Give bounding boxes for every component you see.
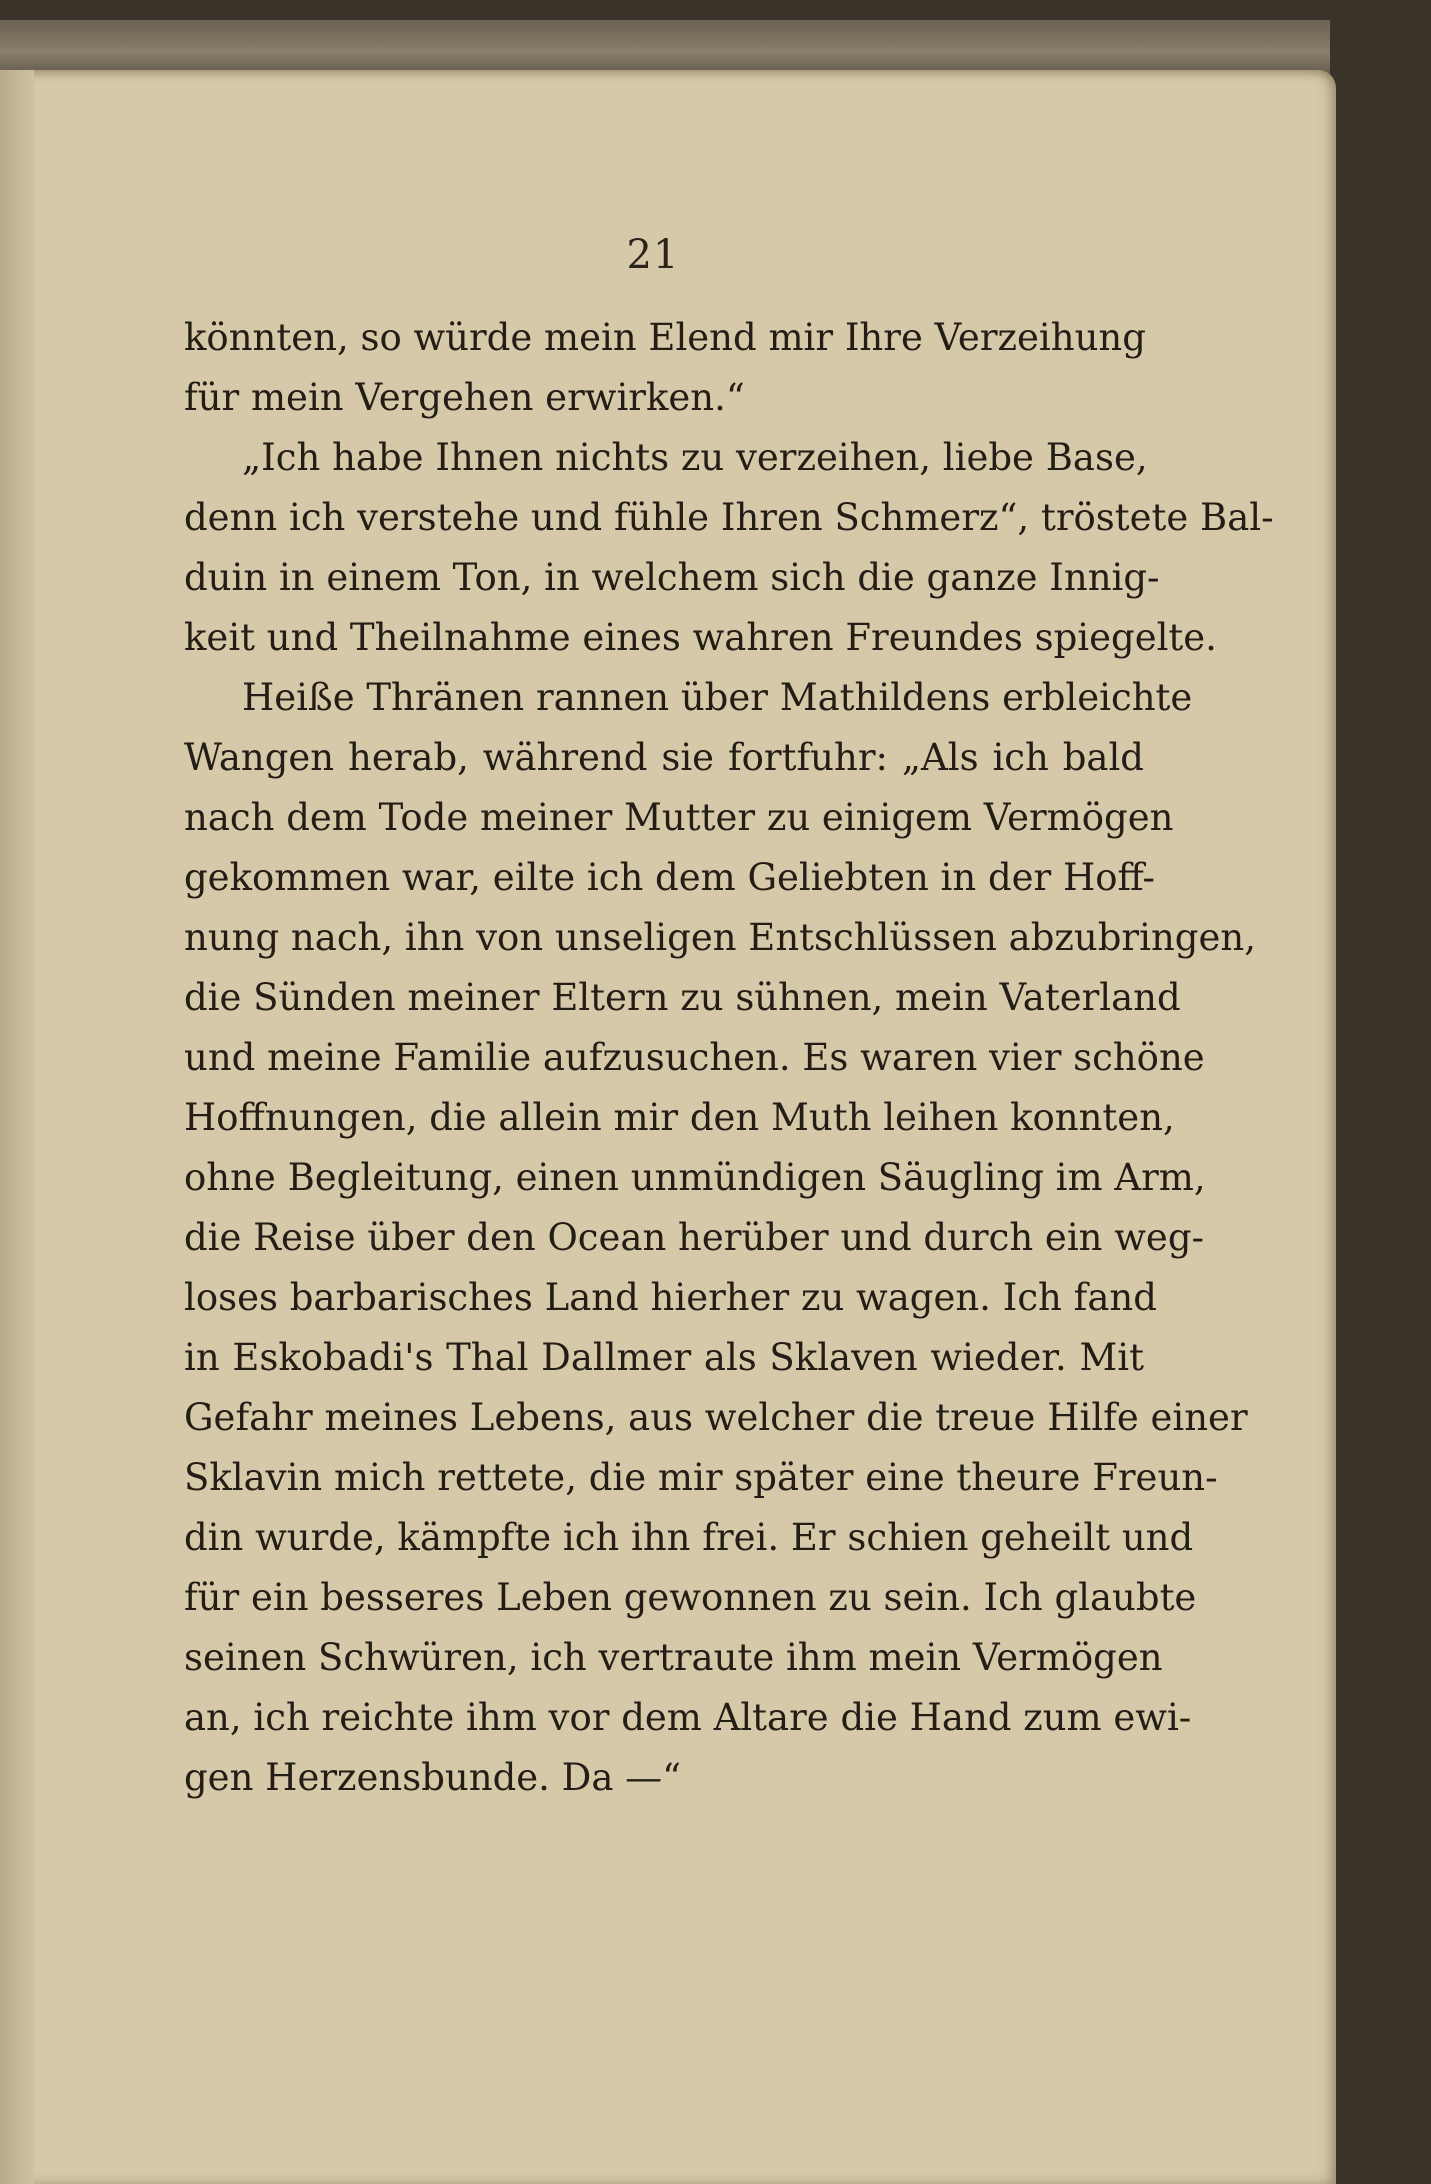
text-line: gen Herzensbunde. Da —“	[184, 1756, 682, 1799]
text-line: gekommen war, eilte ich dem Geliebten in der Hoff-	[184, 856, 1155, 899]
text-line: duin in einem Ton, in welchem sich die ganze Innig-	[184, 556, 1160, 599]
text-line: die Reise über den Ocean herüber und durch ein weg-	[184, 1216, 1205, 1259]
text-line: Wangen herab, während sie fortfuhr: „Als ich bald	[184, 736, 1144, 779]
page-gutter	[0, 70, 34, 2184]
page-number: 21	[626, 232, 680, 278]
text-line: und meine Familie aufzusuchen. Es waren vier schöne	[184, 1036, 1205, 1079]
body-text	[184, 308, 1274, 1808]
text-line: „Ich habe Ihnen nichts zu verzeihen, liebe Base,	[242, 436, 1148, 479]
text-line: die Sünden meiner Eltern zu sühnen, mein Vaterland	[184, 976, 1181, 1019]
text-line: ohne Begleitung, einen unmündigen Säugling im Arm,	[184, 1156, 1206, 1199]
text-line: din wurde, kämpfte ich ihn frei. Er schien geheilt und	[184, 1516, 1194, 1559]
text-line: seinen Schwüren, ich vertraute ihm mein Vermögen	[184, 1636, 1163, 1679]
text-line: in Eskobadi's Thal Dallmer als Sklaven wieder. Mit	[184, 1336, 1144, 1379]
text-line: loses barbarisches Land hierher zu wagen. Ich fand	[184, 1276, 1157, 1319]
text-line: nach dem Tode meiner Mutter zu einigem Vermögen	[184, 796, 1174, 839]
text-line: für mein Vergehen erwirken.“	[184, 376, 745, 419]
text-line: denn ich verstehe und fühle Ihren Schmerz“, tröstete Bal-	[184, 496, 1274, 539]
text-line: Sklavin mich rettete, die mir später eine theure Freun-	[184, 1456, 1218, 1499]
text-line: an, ich reichte ihm vor dem Altare die Hand zum ewi-	[184, 1696, 1192, 1739]
text-line: für ein besseres Leben gewonnen zu sein. Ich glaubte	[184, 1576, 1197, 1619]
text-line: Gefahr meines Lebens, aus welcher die treue Hilfe einer	[184, 1396, 1248, 1439]
text-line: könnten, so würde mein Elend mir Ihre Verzeihung	[184, 316, 1146, 359]
text-line: nung nach, ihn von unseligen Entschlüssen abzubringen,	[184, 916, 1256, 959]
text-line: Heiße Thränen rannen über Mathildens erbleichte	[242, 676, 1193, 719]
text-line: keit und Theilnahme eines wahren Freundes spiegelte.	[184, 616, 1217, 659]
text-line: Hoffnungen, die allein mir den Muth leihen konnten,	[184, 1096, 1175, 1139]
